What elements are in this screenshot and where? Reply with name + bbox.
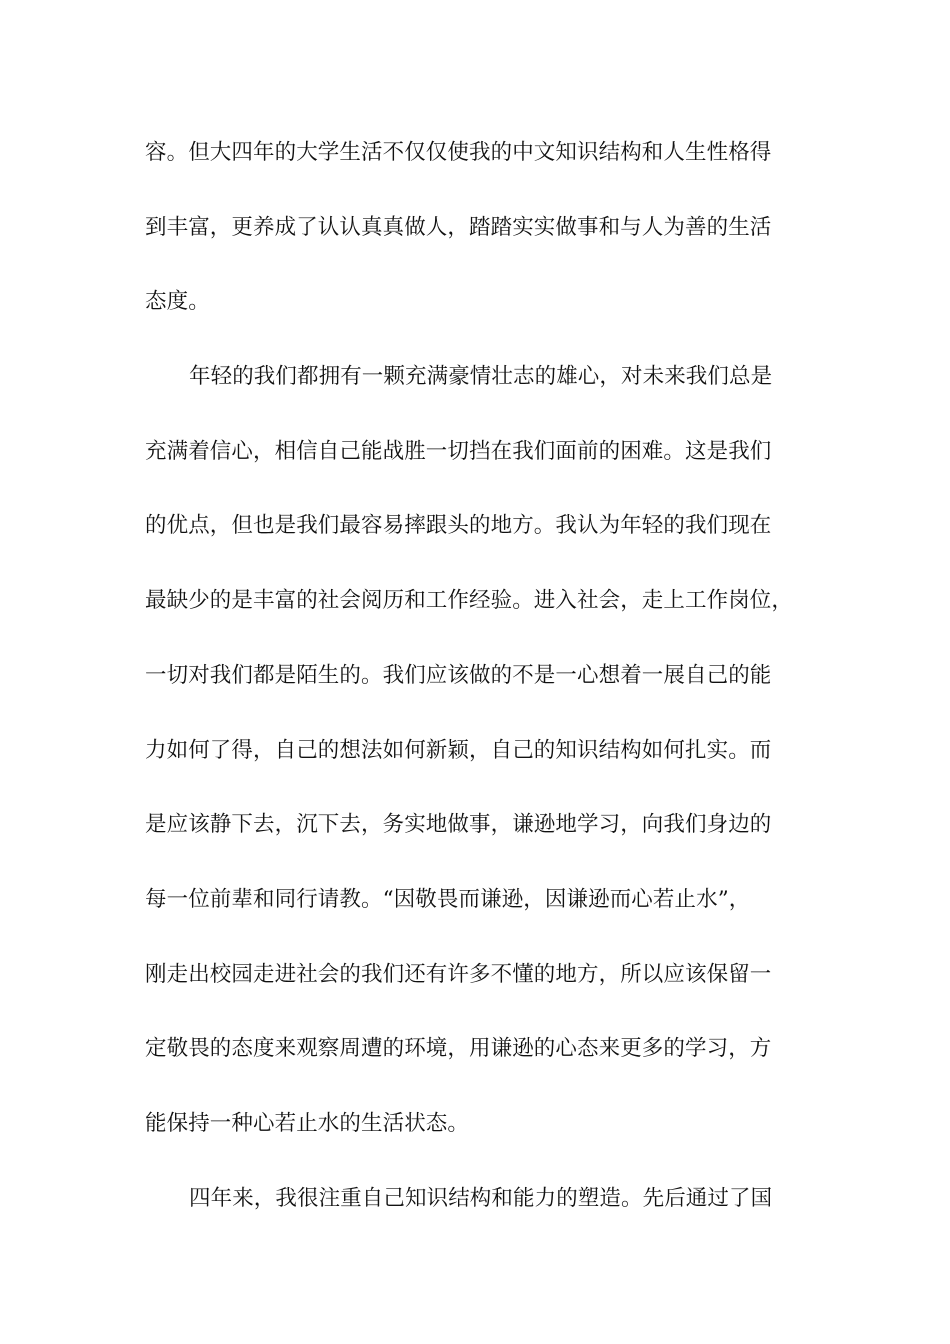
text-line-12: 刚走出校园走进社会的我们还有许多不懂的地方，所以应该保留一 xyxy=(145,961,772,987)
text-line-6: 的优点，但也是我们最容易摔跟头的地方。我认为年轻的我们现在 xyxy=(145,513,772,539)
text-line-8: 一切对我们都是陌生的。我们应该做的不是一心想着一展自己的能 xyxy=(145,662,772,688)
text-line-10: 是应该静下去，沉下去，务实地做事，谦逊地学习，向我们身边的 xyxy=(145,812,772,838)
text-line-11: 每一位前辈和同行请教。“因敬畏而谦逊，因谦逊而心若止水”， xyxy=(145,886,751,912)
text-line-4: 年轻的我们都拥有一颗充满豪情壮志的雄心，对未来我们总是 xyxy=(189,364,773,390)
body-text xyxy=(145,134,825,1254)
text-line-14: 能保持一种心若止水的生活状态。 xyxy=(145,1110,470,1136)
text-line-3: 态度。 xyxy=(145,289,210,315)
text-line-5: 充满着信心，相信自己能战胜一切挡在我们面前的困难。这是我们 xyxy=(145,438,772,464)
text-line-1: 容。但大四年的大学生活不仅仅使我的中文知识结构和人生性格得 xyxy=(145,140,772,165)
text-line-13: 定敬畏的态度来观察周遭的环境，用谦逊的心态来更多的学习，方 xyxy=(145,1036,772,1062)
text-line-7: 最缺少的是丰富的社会阅历和工作经验。进入社会，走上工作岗位， xyxy=(145,588,794,614)
text-line-2: 到丰富，更养成了认认真真做人，踏踏实实做事和与人为善的生活 xyxy=(145,214,772,240)
text-line-9: 力如何了得，自己的想法如何新颖，自己的知识结构如何扎实。而 xyxy=(145,737,772,763)
text-line-15: 四年来，我很注重自己知识结构和能力的塑造。先后通过了国 xyxy=(189,1185,773,1211)
